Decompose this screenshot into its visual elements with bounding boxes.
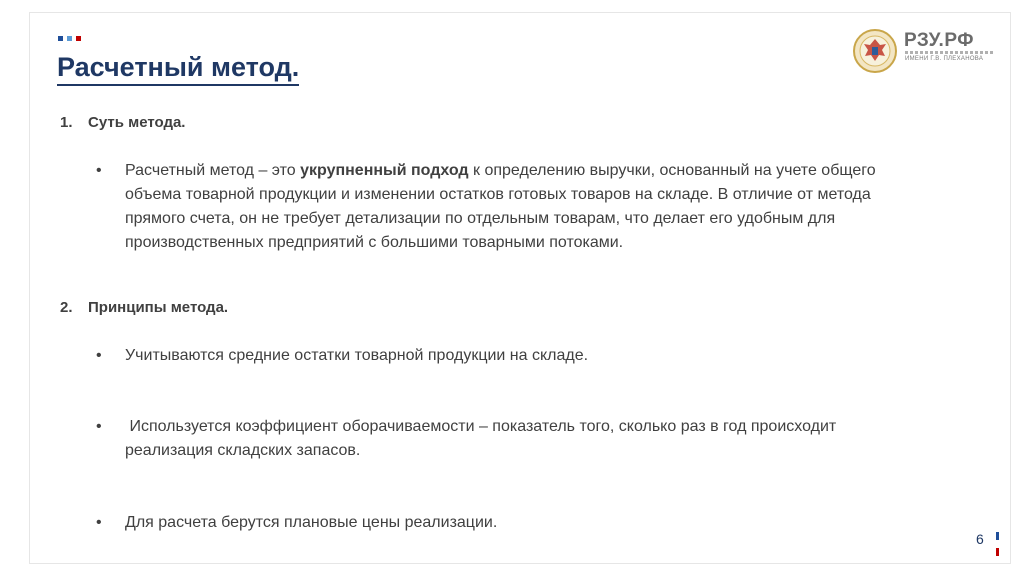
list-item bbox=[96, 511, 916, 535]
section-heading bbox=[60, 114, 185, 131]
section-number: 2. bbox=[60, 299, 73, 316]
logo-text: РЗУ.РФ bbox=[904, 30, 974, 51]
bullet-icon: • bbox=[96, 347, 102, 364]
list-item-text: Расчетный метод – это укрупненный подход к определению выручки, основанный на учете общего объема товарной продукции и изменении остатков готовых товаров на складе. В отличие от метода прямого счета, он не требует детализации по отдельным товарам, что делает его удобным для производственных предприятий с большими товарными потоками. bbox=[125, 162, 876, 251]
section-title: Принципы метода. bbox=[88, 299, 229, 316]
emblem-icon bbox=[852, 28, 898, 74]
page-number: 6 bbox=[976, 531, 984, 547]
slide-title: Расчетный метод. bbox=[57, 52, 299, 86]
list-item bbox=[96, 415, 916, 463]
list-item-text: Используется коэффициент оборачиваемости – показатель того, сколько раз в год происходит реализация складских запасов. bbox=[125, 418, 841, 459]
list-item-text: Для расчета берутся плановые цены реализации. bbox=[125, 514, 498, 531]
list-item bbox=[96, 344, 916, 368]
logo-subtitle: ИМЕНИ Г.В. ПЛЕХАНОВА bbox=[905, 56, 984, 62]
bullet-icon: • bbox=[96, 418, 102, 435]
section-heading bbox=[60, 299, 228, 316]
logo-rule bbox=[905, 51, 993, 54]
accent-square bbox=[67, 36, 72, 41]
slide-frame bbox=[29, 12, 1011, 564]
page-accent-bar bbox=[996, 532, 999, 556]
logo bbox=[852, 28, 1002, 74]
accent-squares bbox=[58, 36, 81, 41]
bullet-icon: • bbox=[96, 162, 102, 179]
list-item bbox=[96, 159, 916, 255]
accent-square bbox=[76, 36, 81, 41]
section-number: 1. bbox=[60, 114, 73, 131]
emphasis: укрупненный подход bbox=[300, 162, 469, 179]
section-title: Суть метода. bbox=[88, 114, 186, 131]
bullet-icon: • bbox=[96, 514, 102, 531]
list-item-text: Учитываются средние остатки товарной продукции на складе. bbox=[125, 347, 589, 364]
accent-square bbox=[58, 36, 63, 41]
